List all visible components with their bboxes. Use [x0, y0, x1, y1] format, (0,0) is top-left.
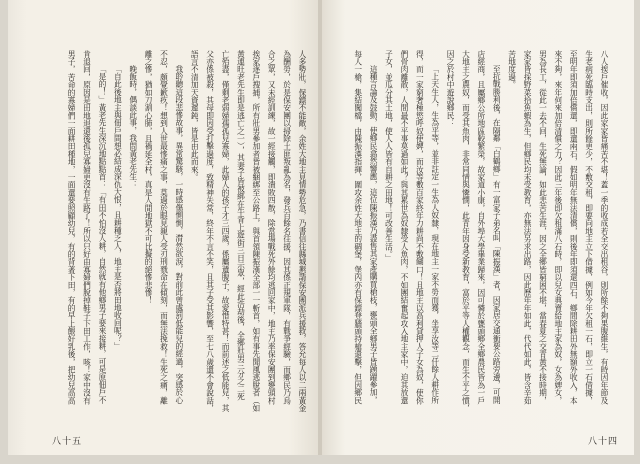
book-spine — [318, 0, 322, 455]
text-column: 為酬勞，於是保安團以掃除土匪叛亂為名，發兵百餘名往援，因其係正規軍隊，有戰爭經驗，而鄉民乃烏 — [282, 50, 292, 405]
text-column: 至明年即須加倍償還，即還兩石，假如明年無法清償，則後年即須還四石，鄉間除耕田外無額外收入，本 — [569, 50, 579, 405]
text-column: 男子，苦命的寡婦們一面耕田種地，一面還要照顧幼兒，有的背著下田，有的早上餵好乳後，把幼兒高高 — [67, 50, 77, 405]
text-column: 因之於村中遊說鄉民： — [446, 50, 456, 127]
text-column: 至抗戰勝利後，在隔鄰「白鶴鄉」有一富家子弟名叫「陳振漢」者，因家居交通衝要公路旁邊，可開 — [492, 65, 502, 405]
text-column: 得，而一家窮奢極慾呼奴使婢，而汝等數百家終年力耕尚不敷餬口！且地主以高利貸押人子女為奴，使你 — [415, 50, 425, 405]
text-column: 人多勢壯，保鏢不能敵，余姓大地主見情勢危急，乃書信往縣城懇請保安團派兵援救，答允每人以二兩黃金 — [298, 50, 307, 412]
text-column: 子女，並瓜分其土地，使人人皆有自耕之田地！可改善生活。」 — [384, 50, 394, 262]
text-column: 們骨肉離散，人間最不平事莫過如此？與其累世為奴隸受人魚肉，不如團結奮起攻入地主家中，迫其放還 — [399, 50, 409, 405]
text-column: 店經商，且屬鄉公所地區較繁榮，故家道小康，自外埠大學畢業歸來，因可憐於甕頭鄉全鄉農民皆為一戶 — [476, 50, 486, 405]
text-column: 男為長工，從此一去不回，生死無論，如此悲苦生涯，因之全鄉皆窮困不堪，當春夏之交青黃不接時期， — [538, 50, 548, 405]
text-column: 大地主之農奴，而受其魚肉，非常同情與憐憫，此青年因身受新教育，富於平等人權觀念，而生不平之憤， — [461, 50, 471, 412]
text-column: 「自此後地主與佃戶間想必結成深仇大恨，且耕種乏人，地主是否將田地收回呢？」 — [113, 65, 123, 351]
text-column: 晚飯時，偶談此事，我問黃老先生： — [128, 65, 138, 189]
right-page-text — [350, 50, 612, 430]
text-column: 生老病死臨時支出，則所餘更少，不敷交租，即要向地主立下借據，例如今年欠租一石，即立一石借據， — [584, 50, 594, 405]
text-column: 「上天生人，生為平等，並非註定一生為人奴隸，現在地主一家不勞而獲，坐享汝等二仟餘人耕作所 — [430, 65, 440, 405]
text-column: 「是的！」黃老先生深沉地點點首：「有田不怕沒人耕，自然就有他鄉男子要來接耕，可是原佃戶不 — [97, 65, 107, 405]
text-column: 苦地度過。 — [507, 50, 517, 89]
text-column: 合之眾，又未經訓練，故一經接觸，即潰敗四散，除當場戰死外餘均逃回家中，地主乃率保安團到甕頭村 — [267, 50, 277, 405]
text-column: 語言不清加天資遲鈍，皆是由此而來。 — [190, 50, 200, 181]
text-column: 來不夠，來年何來加倍清償之力？因此三年後即欠租滿八石時，即以兒女典賣給地主家為奴，女為婢女， — [553, 50, 563, 405]
page-number-right: 八十四 — [588, 437, 619, 447]
text-column: 離之慘，猶如刀割心肺，且禍延全村，真是人間地獄不可比擬的絕慘悲慘！ — [144, 50, 154, 305]
text-column: 這種言論及鼓動，使鄉民翕然響應，這位陳振漢乃盡售其家產購買槍枝，甕頭全鄉男子皆踴躍參加， — [369, 65, 379, 405]
text-column: 黃連旺老先生即是逃亡之一），其妻子皆被綁在牛背上遊街三日示眾，經此浩劫後，全鄉壯男三分之二死 — [236, 50, 246, 401]
text-column: 我聆聽這段悲慘故事，異常驚駭，一時感傷惻惻，潸然欲淚，對前此曾處罰低能兒的經過，突感於心 — [174, 65, 184, 405]
left-page-text — [64, 50, 310, 430]
right-page — [320, 0, 634, 455]
text-column: 家家皆採野菜拾魚蝦為生，但鄉民均未受教育，亦無法另求出路，因此歷年年如此，代代如此，皆含辛茹 — [523, 50, 533, 405]
text-column: 肯退回，原因是田地退還後孤兒寡婦更沒有生路了！所以只好由寡婦們脫掉鞋子下田工作，咳！家中沒有 — [82, 50, 92, 405]
text-column: 不忍，頗覺歉疚！想到人世最慘痛之事，莫過於眼見親人受刃刑戮命在傾刻，而無法挽救！生死之痛，離 — [159, 50, 169, 405]
text-column: 父亦係被殺，其母即因受打擊過度，致精神失常，終年不言不笑，且其子受其影響，至七八歲還不會說話， — [205, 50, 215, 412]
text-column: 亡殆盡，僅剩老弱婦孺孤兒寡婦，此婦人的孩子才三四歲，係屬遺腹子，故愛惜特甚！而前述之低能兒，其 — [221, 50, 231, 412]
text-column: 八人挨戶催收，因此家家皆痛苦不堪！蓋一季的收成若全交出租谷，則所餘不夠果腹維生，有時因年節及 — [600, 50, 609, 405]
text-column: 挨家逐戶搜捕，所有壯男參加者皆被綑綁至公路上，與首領陳振漢全部一一斬首，如有事先聞風逃脫者（如 — [251, 50, 261, 412]
left-page — [8, 0, 320, 455]
text-column: 每人一槍，集結闖檔，由陳振漢指揮，圍攻余姓大地主的碉堡，堡內亦有保鏢登牆頭持槍還擊，但因鄉民 — [353, 50, 363, 405]
page-number-left: 八十五 — [52, 437, 83, 447]
